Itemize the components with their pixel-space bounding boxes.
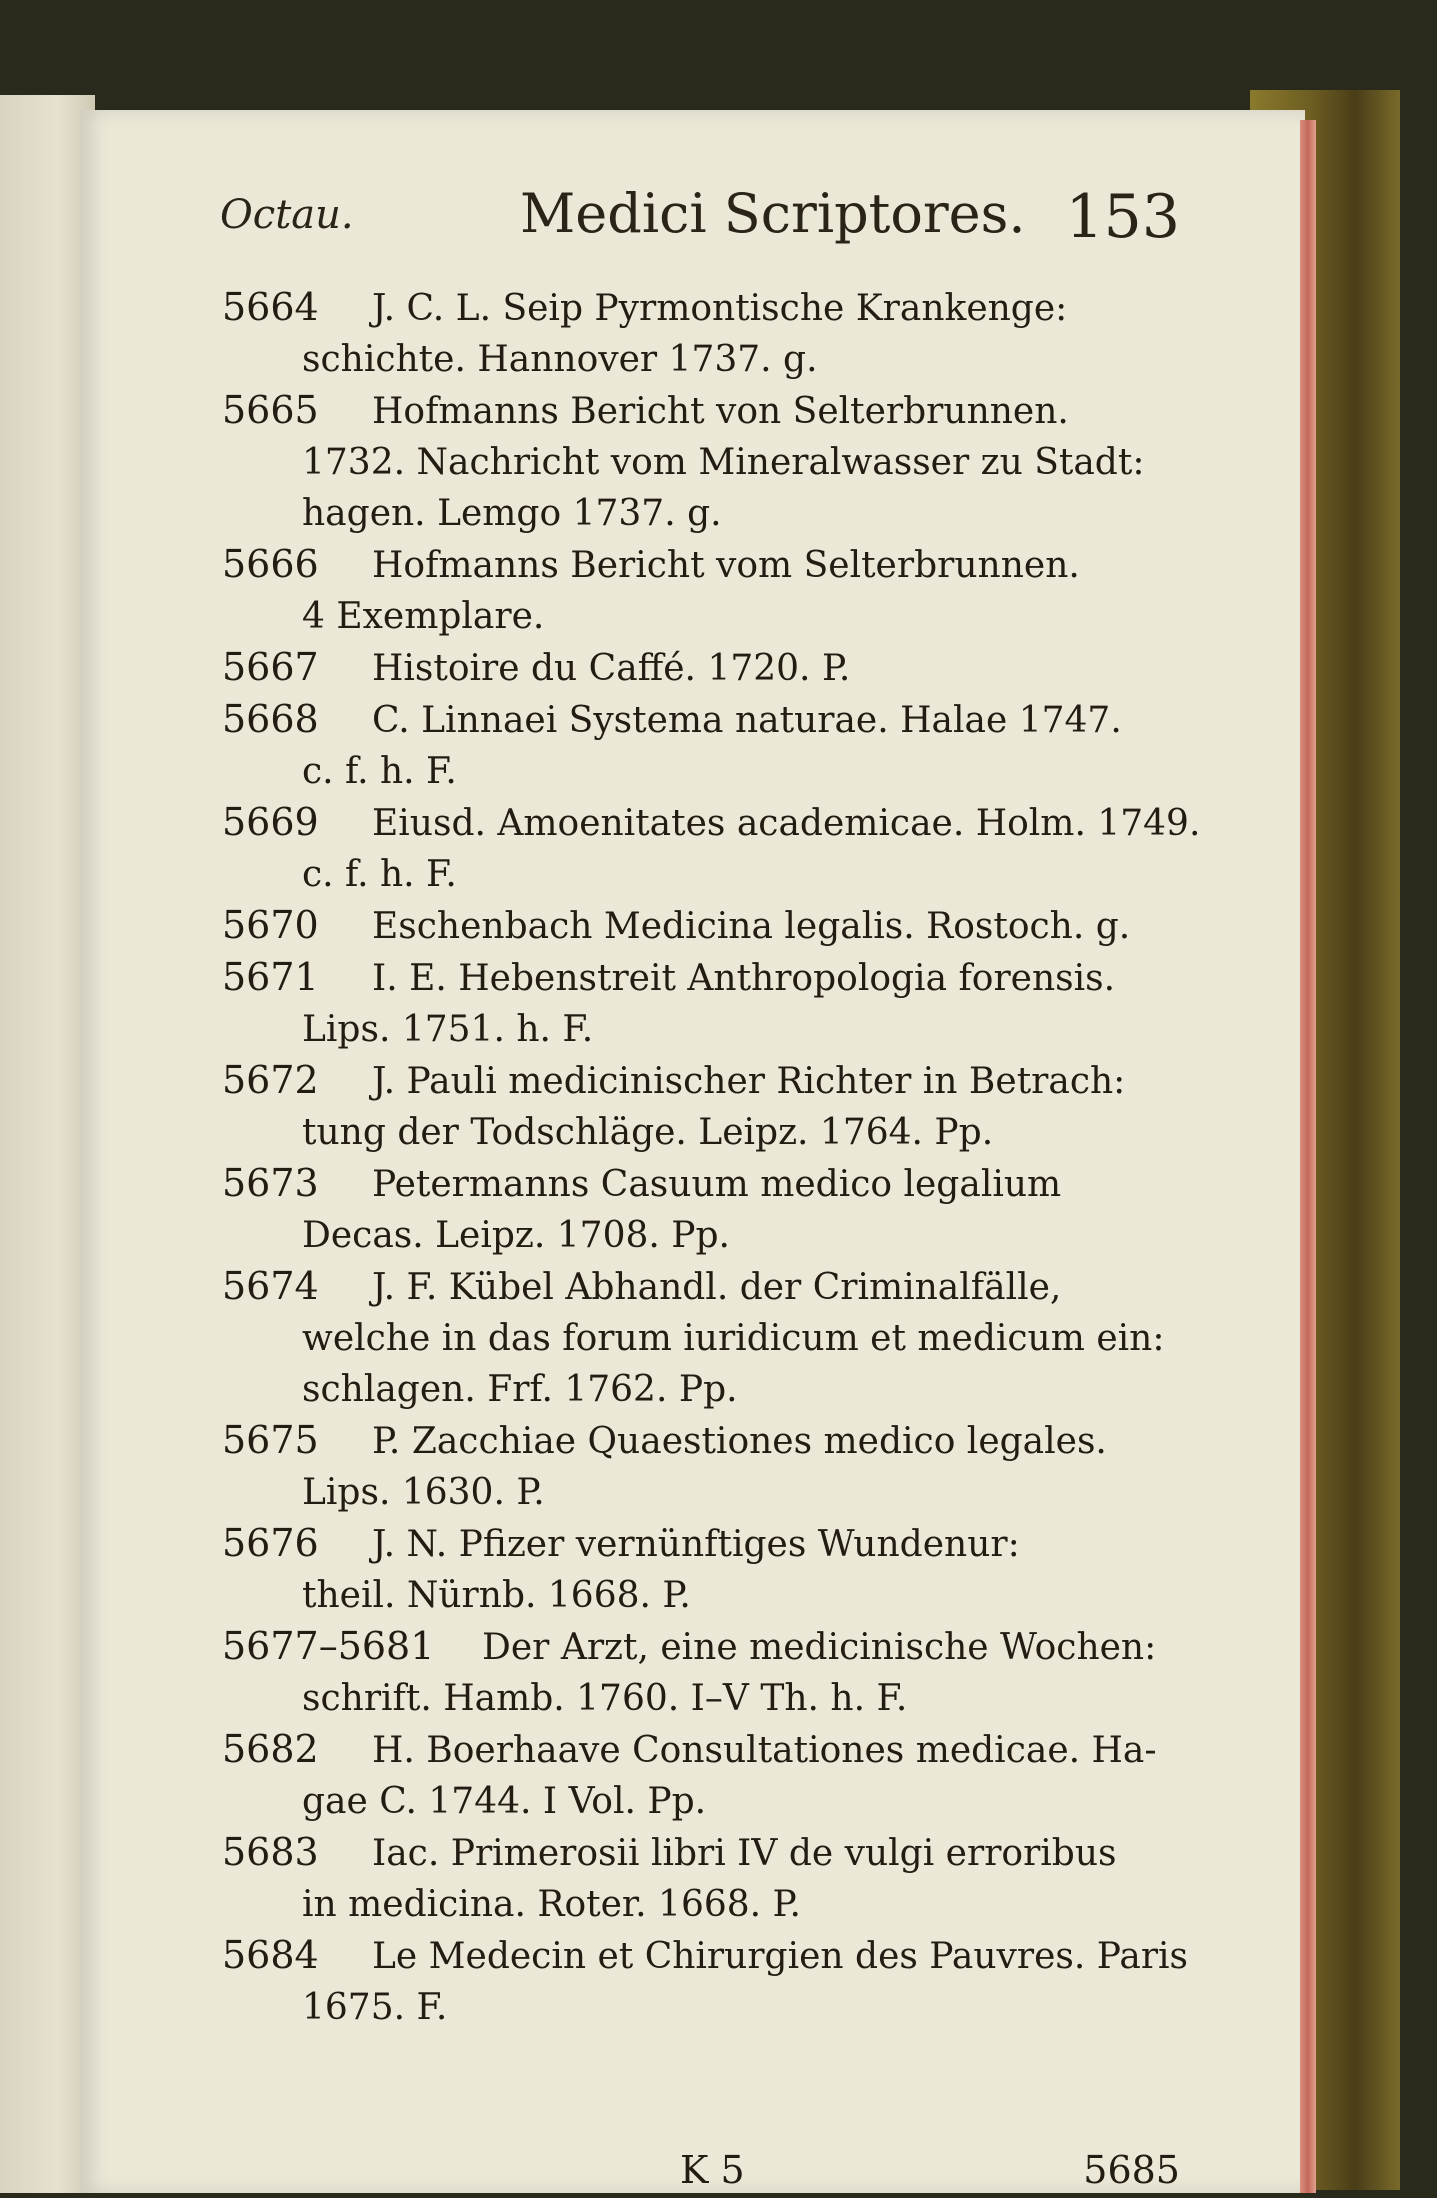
header-title: Medici Scriptores. (520, 182, 1026, 245)
entry-text: I. E. Hebenstreit Anthropologia forensis. (372, 958, 1116, 999)
entry-line (222, 282, 1170, 334)
entry-text: H. Boerhaave Consultationes medicae. Ha- (372, 1730, 1157, 1771)
entry-text: J. Pauli medicinischer Richter in Betrach: (372, 1061, 1126, 1102)
entry-number: 5675 (222, 1418, 319, 1462)
entry-line (222, 1518, 1170, 1570)
catalog-entry (222, 1158, 1170, 1261)
catchword: 5685 (1083, 2148, 1180, 2192)
entry-continuation: c. f. h. F. (302, 854, 457, 895)
catalog-entry (222, 1827, 1170, 1930)
entry-number: 5672 (222, 1058, 319, 1102)
entry-number: 5669 (222, 800, 319, 844)
catalog-entry (222, 642, 1170, 694)
entry-line (222, 1827, 1170, 1879)
entry-line (222, 694, 1170, 746)
entry-continuation: gae C. 1744. I Vol. Pp. (302, 1781, 707, 1822)
entry-number: 5670 (222, 903, 319, 947)
entry-continuation: schlagen. Frf. 1762. Pp. (302, 1369, 738, 1410)
catalog-entry (222, 539, 1170, 642)
page-header (220, 178, 1180, 258)
catalog-entry (222, 1518, 1170, 1621)
entry-number: 5676 (222, 1521, 319, 1565)
entry-number: 5683 (222, 1830, 319, 1874)
entry-number: 5671 (222, 955, 319, 999)
entry-continuation: in medicina. Roter. 1668. P. (302, 1884, 801, 1925)
entry-text: Le Medecin et Chirurgien des Pauvres. Paris (372, 1936, 1189, 1977)
entry-text: Hofmanns Bericht von Selterbrunnen. (372, 391, 1069, 432)
entry-line (222, 1158, 1170, 1210)
entry-number: 5666 (222, 542, 319, 586)
entry-line (222, 900, 1170, 952)
entry-continuation: c. f. h. F. (302, 751, 457, 792)
catalog-entry (222, 1261, 1170, 1415)
catalog-entries (222, 282, 1201, 2033)
entry-number: 5673 (222, 1161, 319, 1205)
page-edge-red (1300, 120, 1316, 2193)
entry-line (222, 1930, 1189, 1982)
entry-number: 5684 (222, 1933, 319, 1977)
entry-number: 5677–5681 (222, 1624, 435, 1668)
entry-text: Eschenbach Medicina legalis. Rostoch. g. (372, 906, 1131, 947)
entry-line (222, 1055, 1170, 1107)
entry-number: 5674 (222, 1264, 319, 1308)
entry-line (222, 1415, 1170, 1467)
entry-continuation: schichte. Hannover 1737. g. (302, 339, 818, 380)
entry-continuation: Lips. 1751. h. F. (302, 1009, 594, 1050)
entry-continuation: Lips. 1630. P. (302, 1472, 545, 1513)
page-number: 153 (1065, 182, 1180, 252)
entry-text: Der Arzt, eine medicinische Wochen: (482, 1627, 1157, 1668)
entry-line (222, 1261, 1170, 1313)
entry-continuation: welche in das forum iuridicum et medicum ein: (302, 1318, 1165, 1359)
entry-text: C. Linnaei Systema naturae. Halae 1747. (372, 700, 1122, 741)
catalog-entry (222, 1055, 1170, 1158)
entry-text: J. F. Kübel Abhandl. der Criminalfälle, (372, 1267, 1062, 1308)
entry-continuation: theil. Nürnb. 1668. P. (302, 1575, 691, 1616)
catalog-entry (222, 694, 1170, 797)
catalog-entry (222, 385, 1170, 539)
entry-line (222, 952, 1170, 1004)
entry-line (222, 1621, 1170, 1673)
entry-number: 5665 (222, 388, 319, 432)
page-footer (220, 2148, 1180, 2198)
entry-number: 5682 (222, 1727, 319, 1771)
entry-line (222, 385, 1170, 437)
entry-line (222, 539, 1170, 591)
entry-text: Hofmanns Bericht vom Selterbrunnen. (372, 545, 1080, 586)
entry-text: P. Zacchiae Quaestiones medico legales. (372, 1421, 1107, 1462)
catalog-entry (222, 1930, 1189, 2033)
catalog-entry (222, 1415, 1170, 1518)
entry-line (222, 1724, 1170, 1776)
entry-text: Histoire du Caffé. 1720. P. (372, 648, 851, 689)
entry-text: Eiusd. Amoenitates academicae. Holm. 1749. (372, 803, 1201, 844)
entry-text: J. C. L. Seip Pyrmontische Krankenge: (372, 288, 1068, 329)
entry-text: J. N. Pfizer vernünftiges Wundenur: (372, 1524, 1020, 1565)
entry-continuation: tung der Todschläge. Leipz. 1764. Pp. (302, 1112, 994, 1153)
entry-text: Petermanns Casuum medico legalium (372, 1164, 1062, 1205)
entry-number: 5664 (222, 285, 319, 329)
entry-continuation: 1675. F. (302, 1987, 448, 2028)
entry-line (222, 797, 1201, 849)
entry-text: Iac. Primerosii libri IV de vulgi erroribus (372, 1833, 1117, 1874)
entry-line (222, 642, 1170, 694)
entry-continuation: schrift. Hamb. 1760. I–V Th. h. F. (302, 1678, 908, 1719)
entry-number: 5667 (222, 645, 319, 689)
catalog-entry (222, 1621, 1170, 1724)
catalog-entry (222, 952, 1170, 1055)
catalog-entry (222, 282, 1170, 385)
signature-mark: K 5 (680, 2148, 745, 2192)
header-format: Octau. (220, 192, 354, 238)
entry-number: 5668 (222, 697, 319, 741)
entry-continuation: Decas. Leipz. 1708. Pp. (302, 1215, 730, 1256)
entry-continuation: hagen. Lemgo 1737. g. (302, 493, 722, 534)
entry-continuation: 1732. Nachricht vom Mineralwasser zu Stadt: (302, 442, 1145, 483)
catalog-entry (222, 1724, 1170, 1827)
entry-continuation: 4 Exemplare. (302, 596, 545, 637)
catalog-entry (222, 900, 1170, 952)
catalog-entry (222, 797, 1201, 900)
